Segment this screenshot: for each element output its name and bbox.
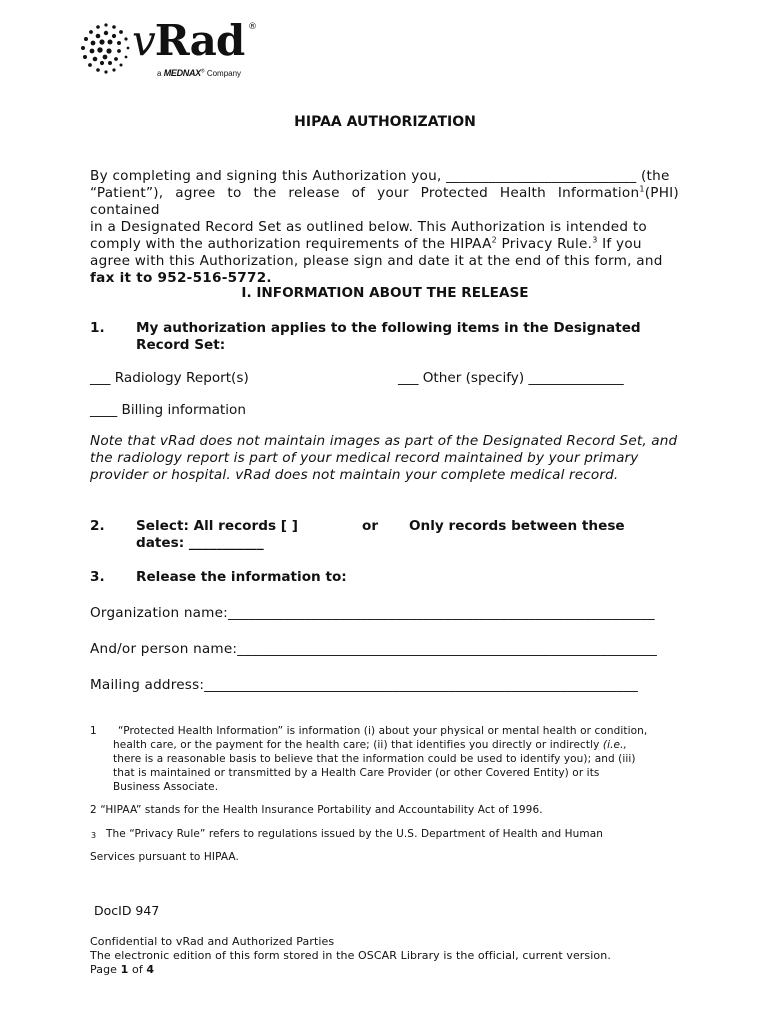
intro-line: agree with this Authorization, please sign and date it at the end of this form, and	[90, 253, 663, 269]
registered-mark: ®	[248, 22, 257, 32]
footer-confidential: Confidential to vRad and Authorized Parties	[90, 935, 335, 948]
organization-name-field[interactable]: Organization name:_____________________________________________________________	[90, 605, 655, 621]
mailing-address-field[interactable]: Mailing address:______________________________________________________________	[90, 677, 638, 693]
billing-information-checkbox[interactable]: ____ Billing information	[90, 402, 246, 418]
doc-id: DocID 947	[94, 903, 160, 918]
all-records-select[interactable]: Select: All records [ ]	[136, 518, 298, 534]
footnote-1-number: 1	[90, 725, 97, 737]
dots-icon	[78, 21, 134, 77]
intro-line: By completing and signing this Authorization you, ___________________________ (the	[90, 168, 670, 184]
footnote-1: “Protected Health Information” is information (i) about your physical or mental health or condition, health care, or the payment for the health care; (ii) that identifies you directly or indirectly (i.e., there is a reasonable basis to believe that the information could be used to identify you); and (iii) that is maintained or transmitted by a Health Care Provider (or other Covered Entity) or its Business Associate.	[113, 725, 648, 793]
item-1-number: 1.	[90, 320, 105, 336]
logo-tagline: a MEDNAX® Company	[157, 68, 242, 78]
item-2-number: 2.	[90, 518, 105, 534]
intro-line: “Patient”), agree to the release of your Protected Health Information$^1$(PHI) contained	[90, 184, 679, 218]
footnote-3: The “Privacy Rule” refers to regulations issued by the U.S. Department of Health and Human	[106, 828, 604, 840]
fax-number: fax it to 952-516-5772.	[90, 270, 272, 286]
footnote-3-number: 3	[91, 831, 97, 840]
logo-wordmark: vRad	[132, 16, 245, 65]
only-records-between: Only records between these	[409, 518, 625, 534]
note-paragraph: Note that vRad does not maintain images as part of the Designated Record Set, and the radiology report is part of your medical record maintained by your primary provider or hospital. vRad does not maintain your complete medical record.	[90, 433, 678, 483]
item-1-text: My authorization applies to the following items in the Designated Record Set:	[136, 320, 641, 353]
item-3-text: Release the information to:	[136, 569, 347, 585]
intro-line: comply with the authorization requirements of the HIPAA$^2$ Privacy Rule.$^3$ If you	[90, 235, 642, 252]
item-3-number: 3.	[90, 569, 105, 585]
intro-paragraph	[90, 168, 679, 287]
page-footer	[90, 935, 611, 977]
footer-edition-note: The electronic edition of this form stored in the OSCAR Library is the official, current version.	[90, 949, 611, 962]
vrad-logo	[78, 18, 263, 82]
other-specify-checkbox[interactable]: ___ Other (specify) ______________	[398, 370, 624, 386]
footnote-2: 2 “HIPAA” stands for the Health Insurance Portability and Accountability Act of 1996.	[90, 804, 543, 816]
person-name-field[interactable]: And/or person name:____________________________________________________________	[90, 641, 658, 657]
radiology-report-checkbox[interactable]: ___ Radiology Report(s)	[90, 370, 249, 386]
footnote-3-continued: Services pursuant to HIPAA.	[90, 851, 239, 863]
intro-line: in a Designated Record Set as outlined below. This Authorization is intended to	[90, 219, 647, 235]
section-heading: I. INFORMATION ABOUT THE RELEASE	[241, 285, 529, 301]
dates-field[interactable]: dates: ___________	[136, 535, 264, 551]
page-title: HIPAA AUTHORIZATION	[294, 114, 476, 130]
or-label: or	[362, 518, 379, 534]
page-number: Page 1 of 4	[90, 963, 155, 976]
